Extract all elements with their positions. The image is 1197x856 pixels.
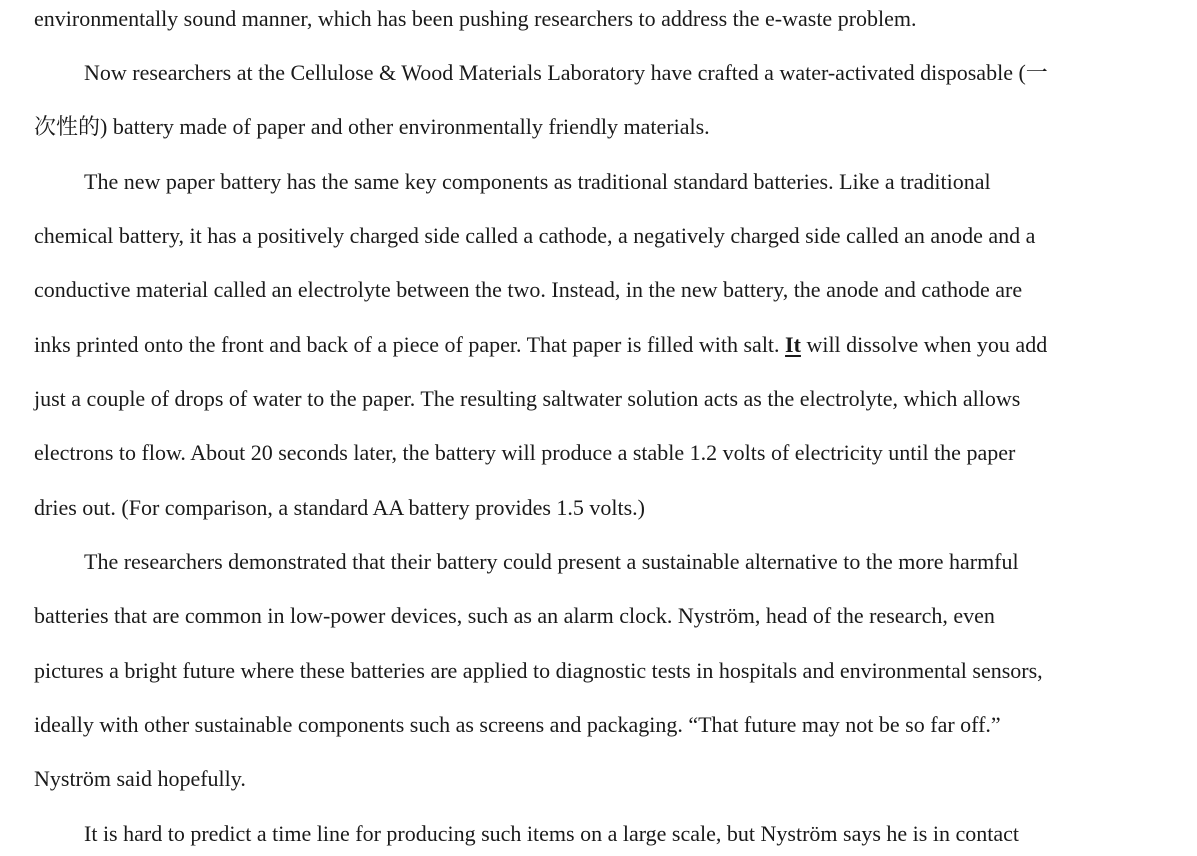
text-line: dries out. (For comparison, a standard AA battery provides 1.5 volts.) (34, 495, 646, 520)
text-line: conductive material called an electrolyte between the two. Instead, in the new battery, the anode and cathode are (34, 277, 1023, 302)
text-line: batteries that are common in low-power devices, such as an alarm clock. Nyström, head of the research, even (34, 603, 995, 628)
underlined-keyword: It (785, 332, 801, 357)
text-line: pictures a bright future where these batteries are applied to diagnostic tests in hospitals and environmental sensors, (34, 658, 1043, 683)
text-line: Nyström said hopefully. (34, 766, 246, 791)
text-line: Now researchers at the Cellulose & Wood Materials Laboratory have crafted a water-activated disposable (一 (84, 60, 1048, 85)
text-segment: will dissolve when you add (806, 332, 1048, 357)
text-line: The new paper battery has the same key components as traditional standard batteries. Like a traditional (84, 169, 991, 194)
text-line: chemical battery, it has a positively charged side called a cathode, a negatively charged side called an anode and a (34, 223, 1036, 248)
text-line: electrons to flow. About 20 seconds later, the battery will produce a stable 1.2 volts of electricity until the paper (34, 440, 1016, 465)
text-line: environmentally sound manner, which has been pushing researchers to address the e-waste problem. (34, 6, 917, 31)
text-segment: inks printed onto the front and back of a piece of paper. That paper is filled with salt. (34, 332, 780, 357)
text-line: It is hard to predict a time line for producing such items on a large scale, but Nyström says he is in contact (84, 821, 1019, 846)
text-line (34, 334, 1047, 356)
text-line: ideally with other sustainable components such as screens and packaging. “That future may not be so far off.” (34, 712, 1001, 737)
text-line: 次性的) battery made of paper and other environmentally friendly materials. (34, 114, 710, 139)
text-line: just a couple of drops of water to the paper. The resulting saltwater solution acts as the electrolyte, which allows (34, 386, 1021, 411)
text-line: The researchers demonstrated that their battery could present a sustainable alternative to the more harmful (84, 549, 1019, 574)
